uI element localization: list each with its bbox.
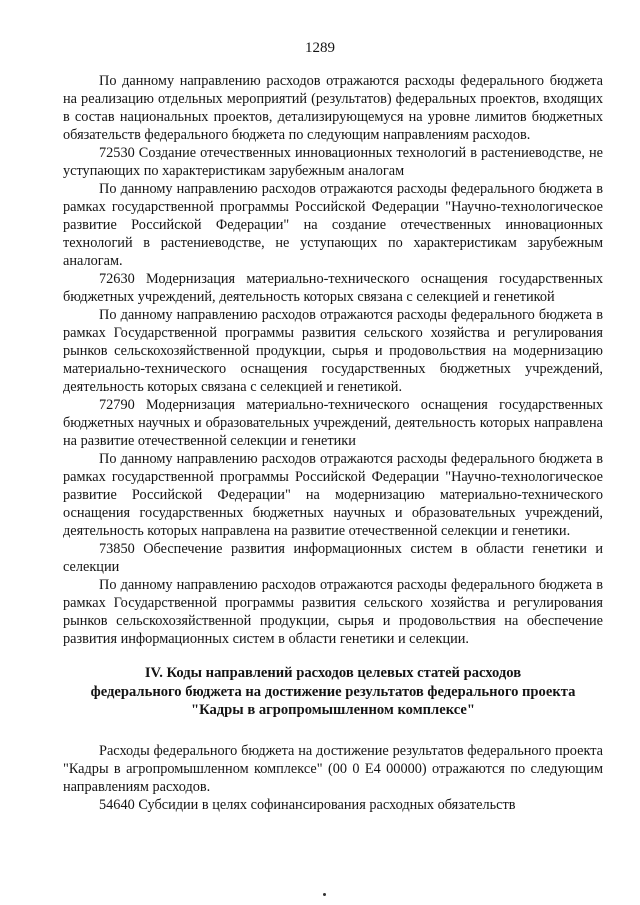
section-heading: [63, 664, 603, 720]
section-heading-line-3: "Кадры в агропромышленном комплексе": [190, 702, 475, 718]
expense-description-72790: По данному направлению расходов отражаются расходы федерального бюджета в рамках государственной программы Российской Федерации "Научно-технологическое развитие Российской Федерации" на модернизацию материально-технического оснащения государственных бюджетных научных и образовательных учреждений, деятельность которых направлена на развитие отечественной селекции и генетики.: [63, 451, 603, 539]
scan-dot-mark: [323, 893, 326, 896]
document-body: [63, 72, 603, 814]
expense-code-72530: 72530 Создание отечественных инновационных технологий в растениеводстве, не уступающих по характеристикам зарубежным аналогам: [63, 145, 603, 179]
expense-code-54640: 54640 Субсидии в целях софинансирования расходных обязательств: [99, 796, 516, 813]
intro-paragraph: По данному направлению расходов отражаются расходы федерального бюджета на реализацию отдельных мероприятий (результатов) федеральных проектов, входящих в состав национальных проектов, детализирующемуся на уровне лимитов бюджетных обязательств федерального бюджета по следующим направлениям расходов.: [63, 73, 603, 143]
page-number: 1289: [305, 40, 335, 56]
section-intro-paragraph: Расходы федерального бюджета на достижение результатов федерального проекта "Кадры в агропромышленном комплексе" (00 0 Е4 00000) отражаются по следующим направлениям расходов.: [63, 742, 603, 795]
expense-code-73850: 73850 Обеспечение развития информационных систем в области генетики и селекции: [63, 541, 603, 575]
expense-description-72630: По данному направлению расходов отражаются расходы федерального бюджета в рамках Государственной программы развития сельского хозяйства и регулирования рынков сельскохозяйственной продукции, сырья и продовольствия на модернизацию материально-технического оснащения государственных бюджетных учреждений, деятельность которых связана с селекцией и генетикой.: [63, 307, 603, 395]
expense-description-72530: По данному направлению расходов отражаются расходы федерального бюджета в рамках государственной программы Российской Федерации "Научно-технологическое развитие Российской Федерации" на создание отечественных инновационных технологий в растениеводстве, не уступающих по характеристикам зарубежным аналогам.: [63, 181, 603, 269]
expense-code-72630: 72630 Модернизация материально-технического оснащения государственных бюджетных учреждений, деятельность которых связана с селекцией и генетикой: [63, 271, 603, 305]
section-heading-line-1: IV. Коды направлений расходов целевых статей расходов: [144, 665, 522, 681]
section-heading-line-2: федерального бюджета на достижение результатов федерального проекта: [90, 683, 576, 700]
expense-description-73850: По данному направлению расходов отражаются расходы федерального бюджета в рамках Государственной программы развития сельского хозяйства и регулирования рынков сельскохозяйственной продукции, сырья и продовольствия на обеспечение развития информационных систем в области генетики и селекции.: [63, 577, 603, 647]
expense-code-72790: 72790 Модернизация материально-технического оснащения государственных бюджетных научных и образовательных учреждений, деятельность которых направлена на развитие отечественной селекции и генетики: [63, 397, 603, 449]
